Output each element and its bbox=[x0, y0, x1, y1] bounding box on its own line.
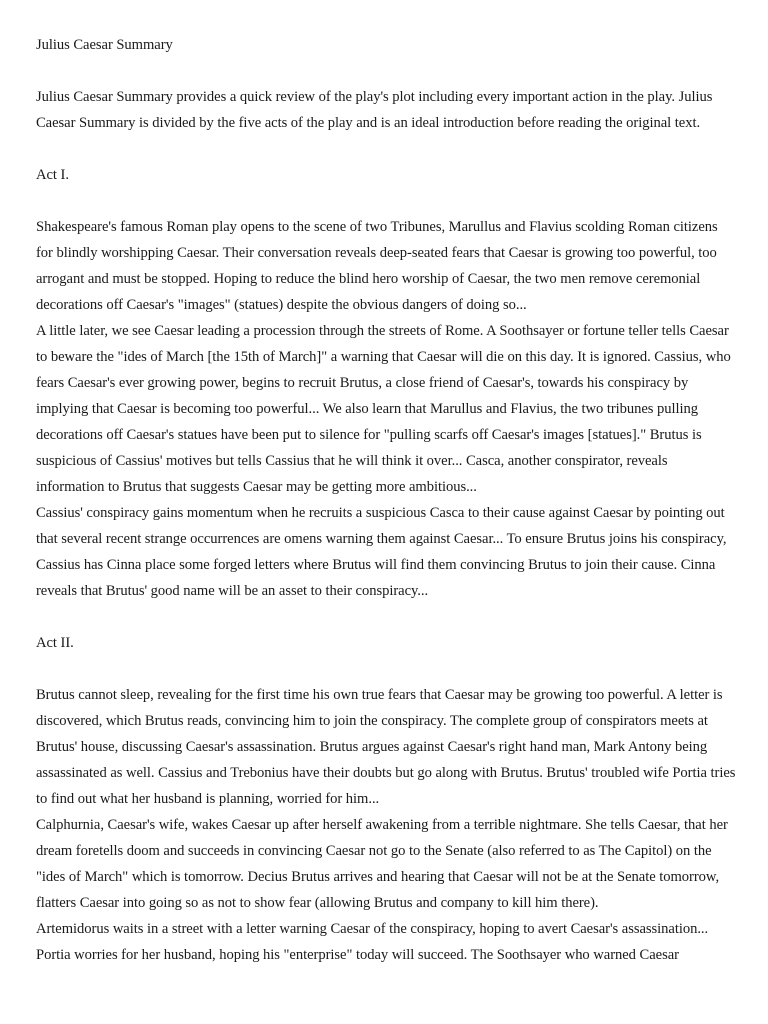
act-1-heading: Act I. bbox=[36, 167, 69, 183]
act-2-paragraph: Calphurnia, Caesar's wife, wakes Caesar up after herself awakening from a terrible nightmare. She tells Caesar, that her dream foretells doom and succeeds in convincing Caesar not go to the Senate (also referred to as The Capitol) on the "ides of March" which is tomorrow. Decius Brutus arrives and hearing that Caesar will not be at the Senate tomorrow, flatters Caesar into going so as not to show fear (allowing Brutus and company to kill him there). bbox=[36, 817, 728, 911]
intro-paragraph: Julius Caesar Summary provides a quick review of the play's plot including every important action in the play. Julius Caesar Summary is divided by the five acts of the play and is an ideal introduction before reading the original text. bbox=[36, 89, 713, 131]
act-2-paragraph: Brutus cannot sleep, revealing for the first time his own true fears that Caesar may be growing too powerful. A letter is discovered, which Brutus reads, convincing him to join the conspiracy. The complete group of conspirators meets at Brutus' house, discussing Caesar's assassination. Brutus argues against Caesar's right hand man, Mark Antony being assassinated as well. Cassius and Trebonius have their doubts but go along with Brutus. Brutus' troubled wife Portia tries to find out what her husband is planning, worried for him... bbox=[36, 687, 736, 807]
document-page bbox=[36, 32, 736, 968]
act-2-paragraph: Artemidorus waits in a street with a letter warning Caesar of the conspiracy, hoping to avert Caesar's assassination... bbox=[36, 921, 709, 937]
spacer bbox=[36, 136, 736, 162]
act-1-paragraph: A little later, we see Caesar leading a procession through the streets of Rome. A Soothsayer or fortune teller tells Caesar to beware the "ides of March [the 15th of March]" a warning that Caesar will die on this day. It is ignored. Cassius, who fears Caesar's ever growing power, begins to recruit Brutus, a close friend of Caesar's, towards his conspiracy by implying that Caesar is becoming too powerful... We also learn that Marullus and Flavius, the two tribunes pulling decorations off Caesar's statues have been put to silence for "pulling scarfs off Caesar's images [statues]." Brutus is suspicious of Cassius' motives but tells Cassius that he will think it over... Casca, another conspirator, reveals information to Brutus that suggests Caesar may be getting more ambitious... bbox=[36, 323, 731, 495]
act-1-paragraph: Cassius' conspiracy gains momentum when he recruits a suspicious Casca to their cause against Caesar by pointing out that several recent strange occurrences are omens warning them against Caesar... To ensure Brutus joins his conspiracy, Cassius has Cinna place some forged letters where Brutus will find them convincing Brutus to join their cause. Cinna reveals that Brutus' good name will be an asset to their conspiracy... bbox=[36, 505, 727, 599]
act-1-paragraph: Shakespeare's famous Roman play opens to the scene of two Tribunes, Marullus and Flavius scolding Roman citizens for blindly worshipping Caesar. Their conversation reveals deep-seated fears that Caesar is growing too powerful, too arrogant and must be stopped. Hoping to reduce the blind hero worship of Caesar, the two men remove ceremonial decorations off Caesar's "images" (statues) despite the obvious dangers of doing so... bbox=[36, 219, 718, 313]
document-title: Julius Caesar Summary bbox=[36, 37, 173, 53]
spacer bbox=[36, 58, 736, 84]
spacer bbox=[36, 604, 736, 630]
act-2-paragraph: Portia worries for her husband, hoping his "enterprise" today will succeed. The Soothsayer who warned Caesar bbox=[36, 947, 679, 963]
spacer bbox=[36, 188, 736, 214]
spacer bbox=[36, 656, 736, 682]
act-2-heading: Act II. bbox=[36, 635, 74, 651]
